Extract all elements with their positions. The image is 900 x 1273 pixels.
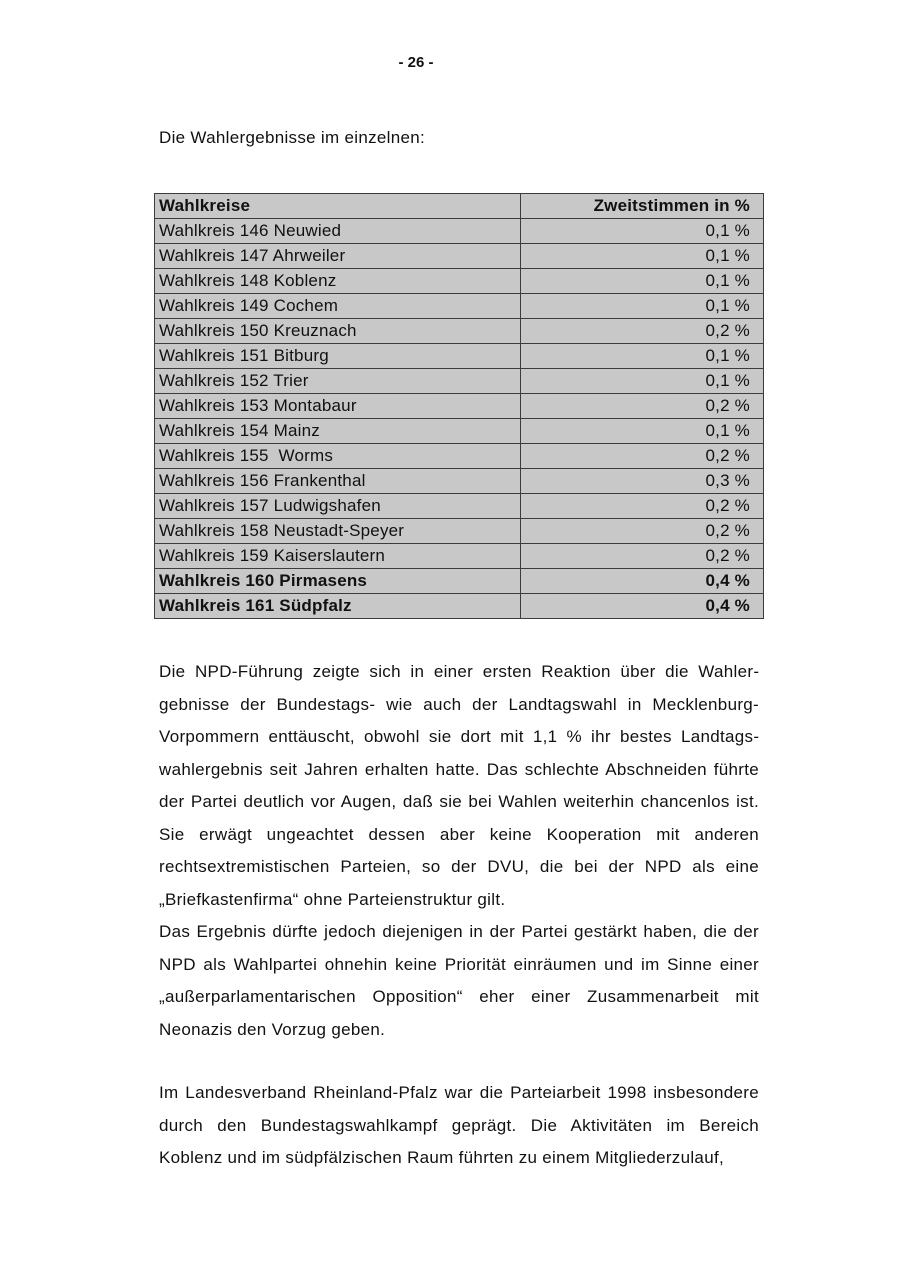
cell-wahlkreis: Wahlkreis 155 Worms: [155, 444, 521, 469]
cell-zweitstimmen: 0,1 %: [521, 369, 764, 394]
table-row: [155, 569, 764, 594]
intro-text: Die Wahlergebnisse im einzelnen:: [159, 128, 425, 147]
cell-zweitstimmen: 0,2 %: [521, 544, 764, 569]
cell-zweitstimmen: 0,1 %: [521, 269, 764, 294]
cell-zweitstimmen: 0,2 %: [521, 519, 764, 544]
cell-wahlkreis: Wahlkreis 146 Neuwied: [155, 219, 521, 244]
table-row: [155, 519, 764, 544]
cell-zweitstimmen: 0,1 %: [521, 344, 764, 369]
cell-wahlkreis: Wahlkreis 148 Koblenz: [155, 269, 521, 294]
cell-wahlkreis: Wahlkreis 157 Ludwigshafen: [155, 494, 521, 519]
cell-wahlkreis: Wahlkreis 152 Trier: [155, 369, 521, 394]
body-text-block: [159, 656, 759, 1046]
cell-wahlkreis: Wahlkreis 149 Cochem: [155, 294, 521, 319]
results-table: [154, 193, 764, 619]
cell-zweitstimmen: 0,2 %: [521, 319, 764, 344]
cell-wahlkreis: Wahlkreis 154 Mainz: [155, 419, 521, 444]
header-zweitstimmen: Zweitstimmen in %: [521, 194, 764, 219]
cell-wahlkreis: Wahlkreis 153 Montabaur: [155, 394, 521, 419]
cell-wahlkreis: Wahlkreis 147 Ahrweiler: [155, 244, 521, 269]
cell-zweitstimmen: 0,1 %: [521, 244, 764, 269]
table-body: [155, 219, 764, 619]
paragraph-result-effect: Das Ergebnis dürfte jedoch diejenigen in der Partei gestärkt haben, die der NPD als Wahlpartei ohnehin keine Priorität einräumen und im Sinne einer „außerparlamentarischen Opposition“ eher einer Zusammenarbeit mit Neonazis den Vorzug geben.: [159, 922, 759, 1039]
table-row: [155, 469, 764, 494]
cell-zweitstimmen: 0,2 %: [521, 394, 764, 419]
cell-zweitstimmen: 0,1 %: [521, 294, 764, 319]
table-row: [155, 244, 764, 269]
cell-zweitstimmen: 0,4 %: [521, 569, 764, 594]
page-number: - 26 -: [398, 54, 434, 71]
cell-wahlkreis: Wahlkreis 151 Bitburg: [155, 344, 521, 369]
cell-wahlkreis: Wahlkreis 161 Südpfalz: [155, 594, 521, 619]
table-row: [155, 394, 764, 419]
cell-zweitstimmen: 0,1 %: [521, 419, 764, 444]
cell-zweitstimmen: 0,4 %: [521, 594, 764, 619]
table-row: [155, 294, 764, 319]
paragraph-npd-reaction: Die NPD-Führung zeigte sich in einer ersten Reaktion über die Wahlergebnisse der Bundestags- wie auch der Landtagswahl in Mecklenburg-Vorpommern enttäuscht, obwohl sie dort mit 1,1 % ihr bestes Landtagswahlergebnis seit Jahren erhalten hatte. Das schlechte Abschneiden führte der Partei deutlich vor Augen, daß sie bei Wahlen weiterhin chancenlos ist. Sie erwägt ungeachtet dessen aber keine Kooperation mit anderen rechtsextremistischen Parteien, so der DVU, die bei der NPD als eine „Briefkastenfirma“ ohne Parteienstruktur gilt.: [159, 662, 759, 909]
table-row: [155, 594, 764, 619]
table-row: [155, 494, 764, 519]
cell-zweitstimmen: 0,1 %: [521, 219, 764, 244]
table-row: [155, 319, 764, 344]
paragraph-landesverband: Im Landesverband Rheinland-Pfalz war die Parteiarbeit 1998 insbesondere durch den Bundestagswahlkampf geprägt. Die Aktivitäten im Bereich Koblenz und im südpfälzischen Raum führten zu einem Mitgliederzulauf,: [159, 1083, 759, 1167]
cell-zweitstimmen: 0,3 %: [521, 469, 764, 494]
table-row: [155, 544, 764, 569]
table-row: [155, 269, 764, 294]
table-row: [155, 419, 764, 444]
header-wahlkreise: Wahlkreise: [155, 194, 521, 219]
table-row: [155, 219, 764, 244]
body-text-block-2: [159, 1077, 759, 1175]
cell-wahlkreis: Wahlkreis 160 Pirmasens: [155, 569, 521, 594]
table-row: [155, 369, 764, 394]
table-header-row: [155, 194, 764, 219]
cell-zweitstimmen: 0,2 %: [521, 444, 764, 469]
cell-wahlkreis: Wahlkreis 156 Frankenthal: [155, 469, 521, 494]
table-row: [155, 444, 764, 469]
cell-wahlkreis: Wahlkreis 158 Neustadt-Speyer: [155, 519, 521, 544]
cell-wahlkreis: Wahlkreis 150 Kreuznach: [155, 319, 521, 344]
cell-zweitstimmen: 0,2 %: [521, 494, 764, 519]
cell-wahlkreis: Wahlkreis 159 Kaiserslautern: [155, 544, 521, 569]
table-row: [155, 344, 764, 369]
